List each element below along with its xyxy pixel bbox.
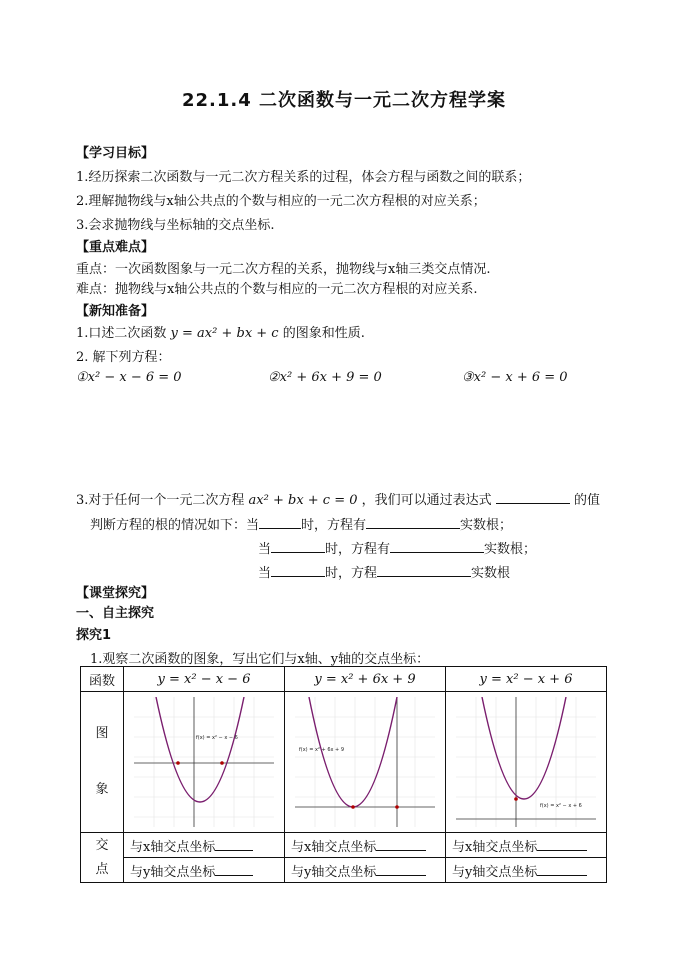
prep-item-1-prefix: 1.口述二次函数 (76, 326, 167, 341)
prep-item-3-prefix: 3.对于任何一个一元二次方程 (76, 493, 245, 508)
case-1-real-roots: 实数根； (460, 518, 513, 533)
graph-1-label: f(x) = x² − x − 6 (196, 735, 238, 741)
case-2-roots-blank[interactable] (390, 540, 484, 553)
explore-instruction: 1.观察二次函数的图象，写出它们与x轴、y轴的交点坐标： (90, 652, 430, 667)
equation-1: ①x² − x − 6 = 0 (76, 370, 182, 385)
x-coord-blank-1[interactable] (215, 838, 253, 851)
x-coord-blank-3[interactable] (537, 838, 587, 851)
x-coord-cell-1 (124, 833, 285, 858)
function-table (80, 666, 607, 883)
parabola-graph-2 (295, 697, 435, 827)
prep-item-2: 2. 解下列方程： (76, 350, 171, 365)
case-1-roots-blank[interactable] (366, 516, 460, 529)
table-header-function: 函数 (81, 667, 124, 692)
parabola-graph-1 (134, 697, 274, 827)
coord-label-cell (81, 833, 124, 883)
table-header-func-1: y = x² − x − 6 (124, 667, 285, 692)
y-coord-label-3: 与y轴交点坐标 (452, 864, 538, 880)
case-3-condition-blank[interactable] (271, 564, 325, 577)
case-3-real-roots: 实数根 (471, 566, 511, 581)
x-coord-cell-2 (285, 833, 446, 858)
case-1-condition-blank[interactable] (259, 516, 301, 529)
y-coord-label-2: 与y轴交点坐标 (291, 864, 377, 880)
case-3-roots-blank[interactable] (377, 564, 471, 577)
case-line-1-prefix: 判断方程的根的情况如下：当 (90, 518, 260, 533)
parabola-graph-3 (456, 697, 596, 827)
graph-cell-3 (446, 692, 607, 833)
goals-header: 【学习目标】 (76, 146, 155, 161)
graph-label-cell (81, 692, 124, 833)
prep-header: 【新知准备】 (76, 304, 155, 319)
equation-2: ②x² + 6x + 9 = 0 (268, 370, 382, 385)
prep-item-3-formula: ax² + bx + c = 0 (248, 493, 358, 508)
page-title: 22.1.4 二次函数与一元二次方程学案 (181, 90, 507, 111)
key-header: 【重点难点】 (76, 240, 155, 255)
key-difficulty: 难点：抛物线与x轴公共点的个数与相应的一元二次方程根的对应关系. (76, 282, 478, 297)
case-3-when: 当 (258, 566, 272, 581)
equation-3: ③x² − x + 6 = 0 (462, 370, 568, 385)
graph-3-label: f(x) = x² − x + 6 (540, 803, 582, 809)
case-3-time: 时，方程 (325, 566, 378, 581)
coord-label-top: 交 (95, 837, 109, 853)
prep-item-1-suffix: 的图象和性质. (282, 326, 365, 341)
y-coord-cell-3 (446, 858, 607, 883)
case-line-2 (258, 538, 536, 557)
y-coord-blank-3[interactable] (537, 863, 587, 876)
case-2-condition-blank[interactable] (271, 540, 325, 553)
case-line-3 (258, 562, 510, 581)
explore-sub: 探究1 (76, 628, 112, 643)
explore-header: 【课堂探究】 (76, 586, 155, 601)
x-coord-blank-2[interactable] (376, 838, 426, 851)
graph-label-top: 图 (95, 726, 109, 741)
explore-section: 一、自主探究 (76, 606, 155, 621)
case-line-1 (90, 514, 512, 533)
goal-item-2: 2.理解抛物线与x轴公共点的个数与相应的一元二次方程根的对应关系； (76, 194, 486, 209)
goal-item-1: 1.经历探索二次函数与一元二次方程关系的过程，体会方程与函数之间的联系； (76, 170, 531, 185)
graph-label-bottom: 象 (95, 782, 109, 797)
prep-item-1-formula: y = ax² + bx + c (170, 326, 279, 341)
coord-label-bottom: 点 (95, 861, 109, 877)
case-2-real-roots: 实数根； (484, 542, 537, 557)
prep-item-3-mid: ，我们可以通过表达式 (361, 493, 492, 508)
y-coord-blank-2[interactable] (376, 863, 426, 876)
graph-2-label: f(x) = x² + 6x + 9 (299, 747, 345, 753)
table-header-func-3: y = x² − x + 6 (446, 667, 607, 692)
table-header-func-2: y = x² + 6x + 9 (285, 667, 446, 692)
expression-blank[interactable] (496, 491, 570, 504)
graph-cell-1 (124, 692, 285, 833)
goal-item-3: 3.会求抛物线与坐标轴的交点坐标. (76, 218, 275, 233)
case-2-time: 时，方程有 (325, 542, 391, 557)
prep-item-3 (76, 489, 600, 508)
y-coord-label-1: 与y轴交点坐标 (130, 864, 216, 880)
case-2-when: 当 (258, 542, 272, 557)
x-coord-label-3: 与x轴交点坐标 (452, 839, 538, 855)
case-1-time: 时，方程有 (301, 518, 367, 533)
y-coord-blank-1[interactable] (215, 863, 253, 876)
x-coord-cell-3 (446, 833, 607, 858)
y-coord-cell-2 (285, 858, 446, 883)
prep-item-3-end: 的值 (573, 493, 600, 508)
graph-cell-2 (285, 692, 446, 833)
prep-item-1 (76, 322, 365, 341)
key-point: 重点：一次函数图象与一元二次方程的关系，抛物线与x轴三类交点情况. (76, 262, 491, 277)
x-coord-label-1: 与x轴交点坐标 (130, 839, 216, 855)
x-coord-label-2: 与x轴交点坐标 (291, 839, 377, 855)
y-coord-cell-1 (124, 858, 285, 883)
